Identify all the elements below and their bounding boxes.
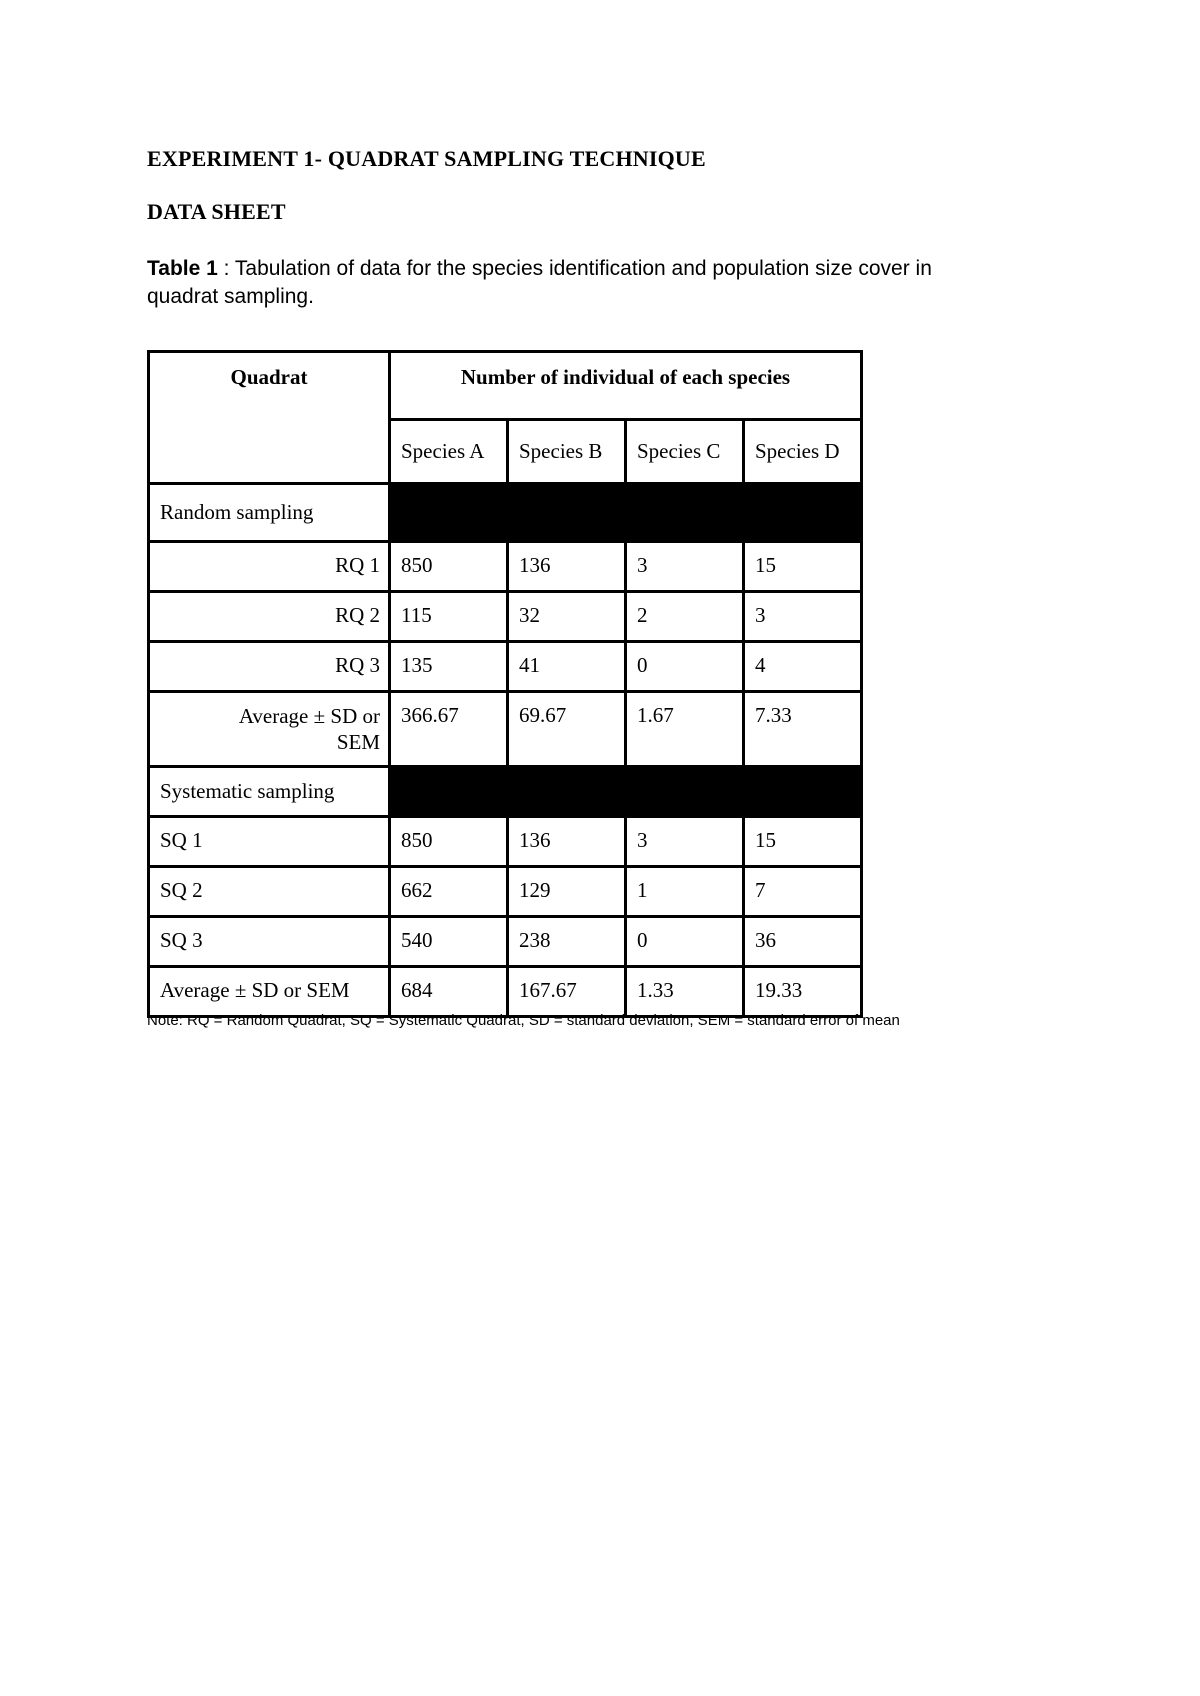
species-d-header: Species D <box>744 420 862 484</box>
cell-species-b: 41 <box>508 642 626 692</box>
cell-species-b: 136 <box>508 817 626 867</box>
table-row <box>149 692 862 767</box>
cell-species-c: 1 <box>626 867 744 917</box>
species-c-header: Species C <box>626 420 744 484</box>
table-row <box>149 967 862 1017</box>
cell-species-a: 662 <box>390 867 508 917</box>
table-row <box>149 542 862 592</box>
cell-species-d: 7 <box>744 867 862 917</box>
species-group-header: Number of individual of each species <box>390 352 862 420</box>
random-section-row <box>149 484 862 542</box>
species-a-header: Species A <box>390 420 508 484</box>
cell-species-d: 4 <box>744 642 862 692</box>
cell-species-d: 15 <box>744 817 862 867</box>
cell-species-b: 136 <box>508 542 626 592</box>
systematic-section-label: Systematic sampling <box>149 767 390 817</box>
row-label: RQ 2 <box>149 592 390 642</box>
cell-species-c: 3 <box>626 817 744 867</box>
systematic-section-row <box>149 767 862 817</box>
cell-species-a: 115 <box>390 592 508 642</box>
cell-species-a: 850 <box>390 542 508 592</box>
row-label: Average ± SD or SEM <box>149 967 390 1017</box>
document-subtitle: DATA SHEET <box>147 199 286 224</box>
document-title: EXPERIMENT 1- QUADRAT SAMPLING TECHNIQUE <box>147 146 706 171</box>
row-label: SQ 2 <box>149 867 390 917</box>
cell-species-a: 540 <box>390 917 508 967</box>
cell-species-b: 238 <box>508 917 626 967</box>
cell-species-d: 7.33 <box>744 692 862 767</box>
table-note: Note: RQ = Random Quadrat, SQ = Systematic Quadrat, SD = standard deviation, SEM = standard error of mean <box>147 1012 900 1029</box>
section-fill <box>390 767 862 817</box>
quadrat-header: Quadrat <box>149 352 390 484</box>
section-fill <box>390 484 862 542</box>
row-label: Average ± SD or SEM <box>149 692 390 767</box>
cell-species-b: 129 <box>508 867 626 917</box>
species-data-table <box>147 350 863 1018</box>
cell-species-a: 366.67 <box>390 692 508 767</box>
caption-label: Table 1 <box>147 257 218 280</box>
table-row <box>149 642 862 692</box>
cell-species-b: 69.67 <box>508 692 626 767</box>
table-caption <box>147 255 1007 311</box>
cell-species-b: 32 <box>508 592 626 642</box>
cell-species-d: 19.33 <box>744 967 862 1017</box>
cell-species-c: 0 <box>626 917 744 967</box>
cell-species-d: 15 <box>744 542 862 592</box>
cell-species-a: 850 <box>390 817 508 867</box>
cell-species-c: 2 <box>626 592 744 642</box>
cell-species-c: 3 <box>626 542 744 592</box>
cell-species-c: 1.67 <box>626 692 744 767</box>
table-row <box>149 817 862 867</box>
cell-species-d: 3 <box>744 592 862 642</box>
species-b-header: Species B <box>508 420 626 484</box>
table-row <box>149 592 862 642</box>
cell-species-d: 36 <box>744 917 862 967</box>
random-section-label: Random sampling <box>149 484 390 542</box>
table-row <box>149 917 862 967</box>
cell-species-a: 135 <box>390 642 508 692</box>
table-row <box>149 867 862 917</box>
row-label: RQ 1 <box>149 542 390 592</box>
caption-text: : Tabulation of data for the species identification and population size cover in quadrat sampling. <box>147 257 932 308</box>
table-header-row <box>149 352 862 420</box>
cell-species-c: 1.33 <box>626 967 744 1017</box>
row-label: SQ 3 <box>149 917 390 967</box>
cell-species-c: 0 <box>626 642 744 692</box>
cell-species-b: 167.67 <box>508 967 626 1017</box>
row-label: RQ 3 <box>149 642 390 692</box>
row-label: SQ 1 <box>149 817 390 867</box>
cell-species-a: 684 <box>390 967 508 1017</box>
